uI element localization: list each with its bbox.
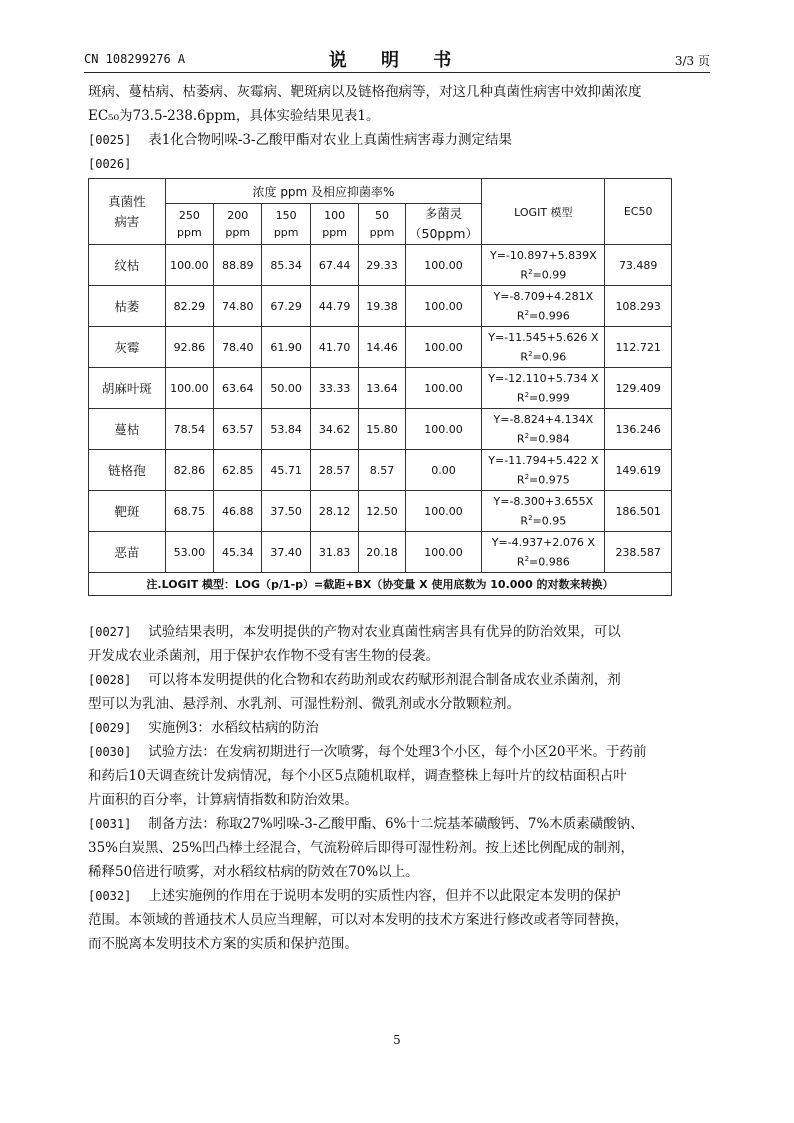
- paragraph-tag: [0032]: [88, 889, 132, 903]
- cell-inhibition-rate: 100.00: [405, 409, 482, 450]
- cell-inhibition-rate: 12.50: [359, 491, 405, 532]
- cell-inhibition-rate: 63.57: [214, 409, 262, 450]
- table-row: [89, 450, 672, 491]
- r-squared: $R^2=0.96$: [520, 349, 567, 364]
- paragraph-line: 上述实施例的作用在于说明本发明的实质性内容，但并不以此限定本发明的保护: [148, 888, 621, 904]
- cell-inhibition-rate: 0.00: [405, 450, 482, 491]
- cell-inhibition-rate: 14.46: [359, 327, 405, 368]
- cell-ec50: 149.619: [605, 450, 672, 491]
- cell-inhibition-rate: 28.12: [310, 491, 358, 532]
- paragraph-tag: [0025]: [88, 133, 132, 147]
- cell-disease: 蔓枯: [89, 409, 166, 450]
- cell-ec50: 129.409: [605, 368, 672, 409]
- paragraph-0030: [88, 740, 710, 812]
- logit-equation: Y=-8.824+4.134X: [493, 412, 594, 426]
- cell-ec50: 108.293: [605, 286, 672, 327]
- cell-inhibition-rate: 46.88: [214, 491, 262, 532]
- cell-inhibition-rate: 15.80: [359, 409, 405, 450]
- cell-inhibition-rate: 88.89: [214, 245, 262, 286]
- cell-logit-model: [482, 286, 605, 327]
- paragraph-line: 可以将本发明提供的化合物和农药助剂或农药赋形剂混合制备成农业杀菌剂，剂: [148, 672, 621, 688]
- cell-inhibition-rate: 100.00: [405, 286, 482, 327]
- table-caption: 表1化合物吲哚-3-乙酸甲酯对农业上真菌性病害毒力测定结果: [148, 132, 513, 148]
- cell-inhibition-rate: 37.50: [262, 491, 310, 532]
- cell-inhibition-rate: 100.00: [405, 532, 482, 573]
- table-note: 注.LOGIT 模型：LOG（p/1-p）=截距+BX（协变量 X 使用底数为 10.000 的对数来转换）: [89, 573, 672, 596]
- paragraph-0026: [88, 152, 710, 176]
- cell-inhibition-rate: 85.34: [262, 245, 310, 286]
- header-disease: 真菌性 病害: [89, 179, 166, 245]
- cell-inhibition-rate: 33.33: [310, 368, 358, 409]
- paragraph-line: 和药后10天调查统计发病情况，每个小区5点随机取样，调查整株上每叶片的纹枯面积占叶: [88, 768, 627, 784]
- r-squared: $R^2=0.99$: [520, 267, 567, 282]
- section-heading: 实施例3：水稻纹枯病的防治: [148, 720, 319, 736]
- paragraph-line: 开发成农业杀菌剂，用于保护农作物不受有害生物的侵袭。: [88, 648, 439, 664]
- paragraph-0027: [88, 620, 710, 668]
- cell-inhibition-rate: 100.00: [405, 491, 482, 532]
- table-row: [89, 491, 672, 532]
- cell-inhibition-rate: 34.62: [310, 409, 358, 450]
- cell-disease: 枯萎: [89, 286, 166, 327]
- cell-inhibition-rate: 20.18: [359, 532, 405, 573]
- r-squared: $R^2=0.95$: [520, 513, 567, 528]
- cell-inhibition-rate: 44.79: [310, 286, 358, 327]
- cell-inhibition-rate: 61.90: [262, 327, 310, 368]
- document-title: 说 明 书: [328, 50, 466, 71]
- cell-inhibition-rate: 62.85: [214, 450, 262, 491]
- paragraph-0031: [88, 812, 710, 884]
- cell-ec50: 73.489: [605, 245, 672, 286]
- header-conc-150: 150 ppm: [262, 204, 310, 245]
- paragraph-tag: [0029]: [88, 721, 132, 735]
- cell-inhibition-rate: 8.57: [359, 450, 405, 491]
- logit-equation: Y=-8.300+3.655X: [493, 494, 594, 508]
- cell-inhibition-rate: 37.40: [262, 532, 310, 573]
- cell-inhibition-rate: 82.29: [165, 286, 213, 327]
- intro-paragraph: [88, 80, 710, 128]
- cell-logit-model: [482, 450, 605, 491]
- cell-ec50: 238.587: [605, 532, 672, 573]
- cell-inhibition-rate: 100.00: [165, 368, 213, 409]
- cell-inhibition-rate: 78.40: [214, 327, 262, 368]
- r-squared: $R^2=0.999$: [516, 390, 570, 405]
- logit-equation: Y=-8.709+4.281X: [493, 289, 594, 303]
- cell-ec50: 186.501: [605, 491, 672, 532]
- cell-inhibition-rate: 28.57: [310, 450, 358, 491]
- logit-equation: Y=-10.897+5.839X: [490, 248, 597, 262]
- paragraph-tag: [0031]: [88, 817, 132, 831]
- paragraph-line: 35%白炭黑、25%凹凸棒土经混合，气流粉碎后即得可湿性粉剂。按上述比例配成的制剂，: [88, 840, 635, 856]
- table-row: [89, 368, 672, 409]
- cell-inhibition-rate: 100.00: [165, 245, 213, 286]
- cell-inhibition-rate: 100.00: [405, 245, 482, 286]
- paragraph-tag: [0026]: [88, 157, 132, 171]
- cell-logit-model: [482, 245, 605, 286]
- logit-equation: Y=-11.545+5.626 X: [488, 330, 599, 344]
- cell-logit-model: [482, 368, 605, 409]
- cell-disease: 恶苗: [89, 532, 166, 573]
- cell-inhibition-rate: 92.86: [165, 327, 213, 368]
- cell-inhibition-rate: 67.29: [262, 286, 310, 327]
- paragraph-0032: [88, 884, 710, 956]
- header-conc-100: 100 ppm: [310, 204, 358, 245]
- paragraph-line: 片面积的百分率，计算病情指数和防治效果。: [88, 792, 358, 808]
- paragraph-line: 稀释50倍进行喷雾，对水稻纹枯病的防效在70%以上。: [88, 864, 419, 880]
- cell-inhibition-rate: 29.33: [359, 245, 405, 286]
- intro-line-1: 斑病、蔓枯病、枯萎病、灰霉病、靶斑病以及链格孢病等，对这几种真菌性病害中效抑菌浓度: [88, 84, 642, 100]
- table-row: [89, 409, 672, 450]
- page-indicator: 3/3 页: [674, 54, 710, 68]
- page-header: [84, 48, 710, 72]
- cell-inhibition-rate: 63.64: [214, 368, 262, 409]
- header-conc-200: 200 ppm: [214, 204, 262, 245]
- paragraph-line: 试验方法：在发病初期进行一次喷雾，每个处理3个小区，每个小区20平米。于药前: [148, 744, 647, 760]
- table-row: [89, 532, 672, 573]
- paragraph-line: 范围。本领域的普通技术人员应当理解，可以对本发明的技术方案进行修改或者等同替换，: [88, 912, 628, 928]
- table-row: [89, 286, 672, 327]
- cell-inhibition-rate: 45.71: [262, 450, 310, 491]
- cell-logit-model: [482, 491, 605, 532]
- table-row: [89, 327, 672, 368]
- cell-inhibition-rate: 31.83: [310, 532, 358, 573]
- header-concentration: 浓度 ppm 及相应抑菌率%: [165, 179, 482, 204]
- cell-inhibition-rate: 100.00: [405, 368, 482, 409]
- toxicity-table: [88, 178, 672, 596]
- cell-inhibition-rate: 19.38: [359, 286, 405, 327]
- cell-disease: 灰霉: [89, 327, 166, 368]
- cell-inhibition-rate: 13.64: [359, 368, 405, 409]
- header-conc-50: 50 ppm: [359, 204, 405, 245]
- paragraph-tag: [0027]: [88, 625, 132, 639]
- cell-ec50: 112.721: [605, 327, 672, 368]
- cell-inhibition-rate: 78.54: [165, 409, 213, 450]
- paragraph-line: 型可以为乳油、悬浮剂、水乳剂、可湿性粉剂、微乳剂或水分散颗粒剂。: [88, 696, 520, 712]
- cell-inhibition-rate: 68.75: [165, 491, 213, 532]
- paragraph-line: 而不脱离本发明技术方案的实质和保护范围。: [88, 936, 358, 952]
- cell-disease: 纹枯: [89, 245, 166, 286]
- table-row: [89, 245, 672, 286]
- paragraph-0025: [88, 128, 710, 152]
- paragraph-tag: [0028]: [88, 673, 132, 687]
- cell-disease: 靶斑: [89, 491, 166, 532]
- logit-equation: Y=-12.110+5.734 X: [488, 371, 599, 385]
- r-squared: $R^2=0.984$: [516, 431, 570, 446]
- cell-inhibition-rate: 74.80: [214, 286, 262, 327]
- cell-logit-model: [482, 532, 605, 573]
- r-squared: $R^2=0.996$: [516, 308, 570, 323]
- cell-inhibition-rate: 53.84: [262, 409, 310, 450]
- cell-inhibition-rate: 100.00: [405, 327, 482, 368]
- cell-logit-model: [482, 327, 605, 368]
- cell-disease: 胡麻叶斑: [89, 368, 166, 409]
- header-ec50: EC50: [605, 179, 672, 245]
- cell-inhibition-rate: 67.44: [310, 245, 358, 286]
- page-number: 5: [393, 1033, 401, 1047]
- cell-inhibition-rate: 41.70: [310, 327, 358, 368]
- paragraph-0029: [88, 716, 710, 740]
- r-squared: $R^2=0.975$: [516, 472, 570, 487]
- intro-line-2: EC₅₀为73.5-238.6ppm，具体实验结果见表1。: [88, 108, 380, 124]
- publication-number: CN 108299276 A: [84, 52, 186, 66]
- paragraph-line: 制备方法：称取27%吲哚-3-乙酸甲酯、6%十二烷基苯磺酸钙、7%木质素磺酸钠、: [148, 816, 644, 832]
- cell-inhibition-rate: 82.86: [165, 450, 213, 491]
- logit-equation: Y=-11.794+5.422 X: [488, 453, 599, 467]
- cell-logit-model: [482, 409, 605, 450]
- paragraph-0028: [88, 668, 710, 716]
- header-divider: [84, 72, 710, 73]
- header-conc-250: 250 ppm: [165, 204, 213, 245]
- cell-inhibition-rate: 53.00: [165, 532, 213, 573]
- header-carbendazim: 多菌灵 （50ppm）: [405, 204, 482, 245]
- paragraph-line: 试验结果表明，本发明提供的产物对农业真菌性病害具有优异的防治效果，可以: [148, 624, 621, 640]
- cell-ec50: 136.246: [605, 409, 672, 450]
- r-squared: $R^2=0.986$: [516, 554, 570, 569]
- cell-disease: 链格孢: [89, 450, 166, 491]
- paragraph-tag: [0030]: [88, 745, 132, 759]
- cell-inhibition-rate: 50.00: [262, 368, 310, 409]
- logit-equation: Y=-4.937+2.076 X: [491, 535, 595, 549]
- cell-inhibition-rate: 45.34: [214, 532, 262, 573]
- header-logit: LOGIT 模型: [482, 179, 605, 245]
